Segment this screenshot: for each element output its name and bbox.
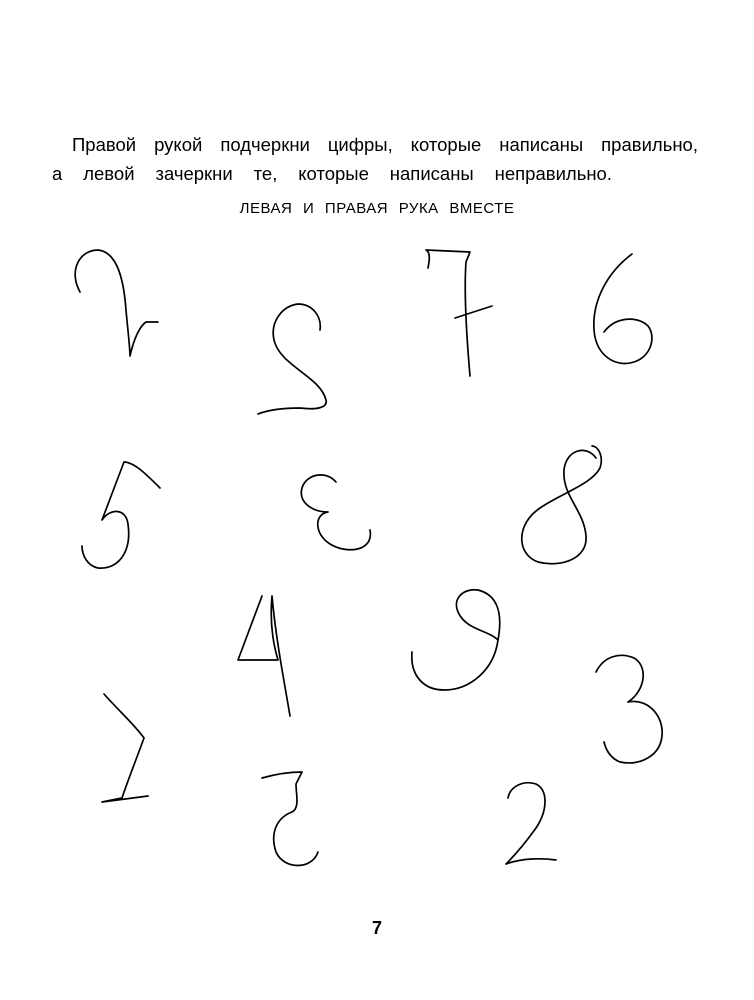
page-number: 7 (371, 918, 382, 938)
digit-5[interactable] (82, 462, 160, 568)
instructions-line-2: а левой зачеркни те, которые написаны неправильно. (52, 163, 612, 184)
digit-3-mirrored[interactable] (301, 475, 370, 550)
digit-2[interactable] (506, 783, 556, 864)
digit-2-reversed[interactable] (258, 304, 326, 414)
digit-8[interactable] (522, 446, 602, 564)
instructions-line-1: Правой рукой подчеркни цифры, которые написаны правильно, (72, 134, 698, 155)
digit-4[interactable] (238, 596, 290, 716)
digit-7[interactable] (426, 250, 492, 376)
digit-2-mirrored[interactable] (75, 250, 158, 356)
digit-6[interactable] (594, 254, 652, 364)
digit-3[interactable] (596, 655, 662, 763)
digit-1[interactable] (102, 694, 148, 802)
digit-9[interactable] (412, 590, 500, 690)
digit-5-mirrored[interactable] (262, 772, 318, 866)
exercise-subtitle: ЛЕВАЯ И ПРАВАЯ РУКА ВМЕСТЕ (239, 200, 515, 217)
